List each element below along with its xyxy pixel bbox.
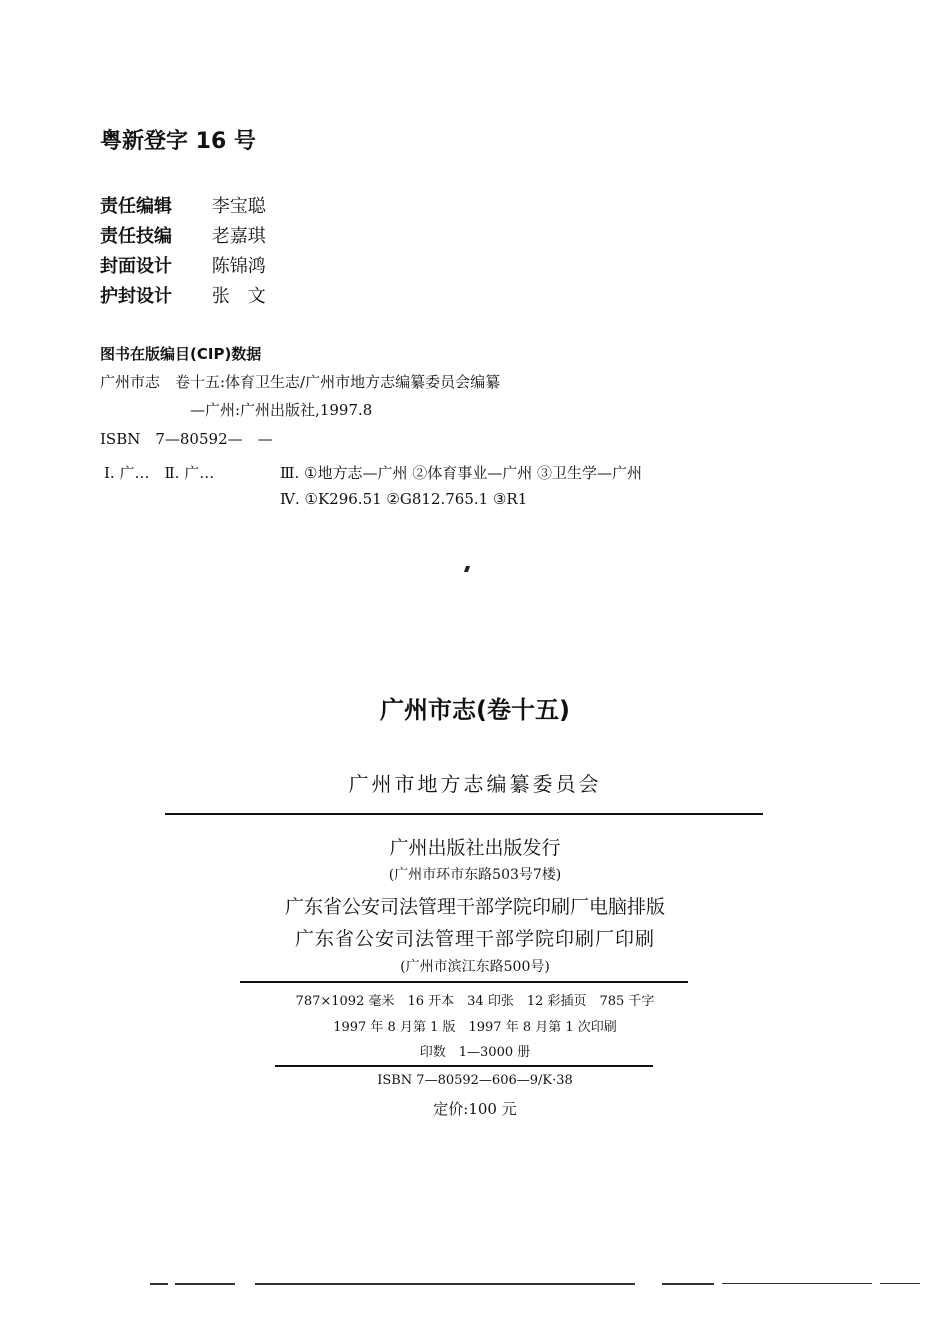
printer: 广东省公安司法管理干部学院印刷厂印刷: [294, 928, 655, 950]
cip-classification: Ⅰ. 广… Ⅱ. 广…: [104, 464, 215, 482]
credit-name: 老嘉琪: [211, 226, 266, 247]
credit-role: 封面设计: [100, 256, 172, 277]
credit-role: 责任编辑: [100, 196, 172, 217]
divider: [240, 981, 688, 983]
print-run: 印数 1—3000 册: [419, 1045, 531, 1060]
cip-line: 广州市志 卷十五:体育卫生志/广州市地方志编纂委员会编纂: [100, 373, 501, 391]
cip-line: —广州:广州出版社,1997.8: [190, 401, 373, 419]
credit-row: [100, 252, 266, 278]
scan-speck: [464, 566, 470, 572]
publisher-address: (广州市环市东路503号7楼): [388, 867, 562, 883]
cip-heading: 图书在版编目(CIP)数据: [100, 345, 262, 363]
credit-role: 护封设计: [100, 286, 172, 307]
price: 定价:100 元: [433, 1100, 517, 1118]
registration-number: 粤新登字 16 号: [100, 129, 256, 154]
printer-address: (广州市滨江东路500号): [400, 959, 550, 975]
typesetting-note: 广东省公安司法管理干部学院印刷厂电脑排版: [284, 896, 665, 918]
cip-classification: Ⅳ. ①K296.51 ②G812.765.1 ③R1: [280, 490, 528, 508]
edition-info: 1997 年 8 月第 1 版 1997 年 8 月第 1 次印刷: [333, 1020, 617, 1035]
book-title: 广州市志(卷十五): [380, 696, 570, 724]
cip-isbn: ISBN 7—80592— —: [100, 430, 273, 448]
credit-name: 陈锦鸿: [211, 256, 266, 277]
credit-name: 张 文: [211, 286, 266, 307]
isbn-full: ISBN 7—80592—606—9/K·38: [377, 1073, 573, 1088]
credit-role: 责任技编: [100, 226, 172, 247]
book-author: 广州市地方志编纂委员会: [348, 772, 602, 796]
divider: [275, 1065, 653, 1067]
divider: [165, 813, 763, 815]
credit-name: 李宝聪: [211, 196, 266, 217]
credit-row: [100, 282, 266, 308]
cip-classification: Ⅲ. ①地方志—广州 ②体育事业—广州 ③卫生学—广州: [280, 464, 642, 482]
book-specs: 787×1092 毫米 16 开本 34 印张 12 彩插页 785 千字: [295, 994, 655, 1009]
credit-row: [100, 192, 266, 218]
credit-row: [100, 222, 266, 248]
publisher: 广州出版社出版发行: [389, 837, 561, 859]
